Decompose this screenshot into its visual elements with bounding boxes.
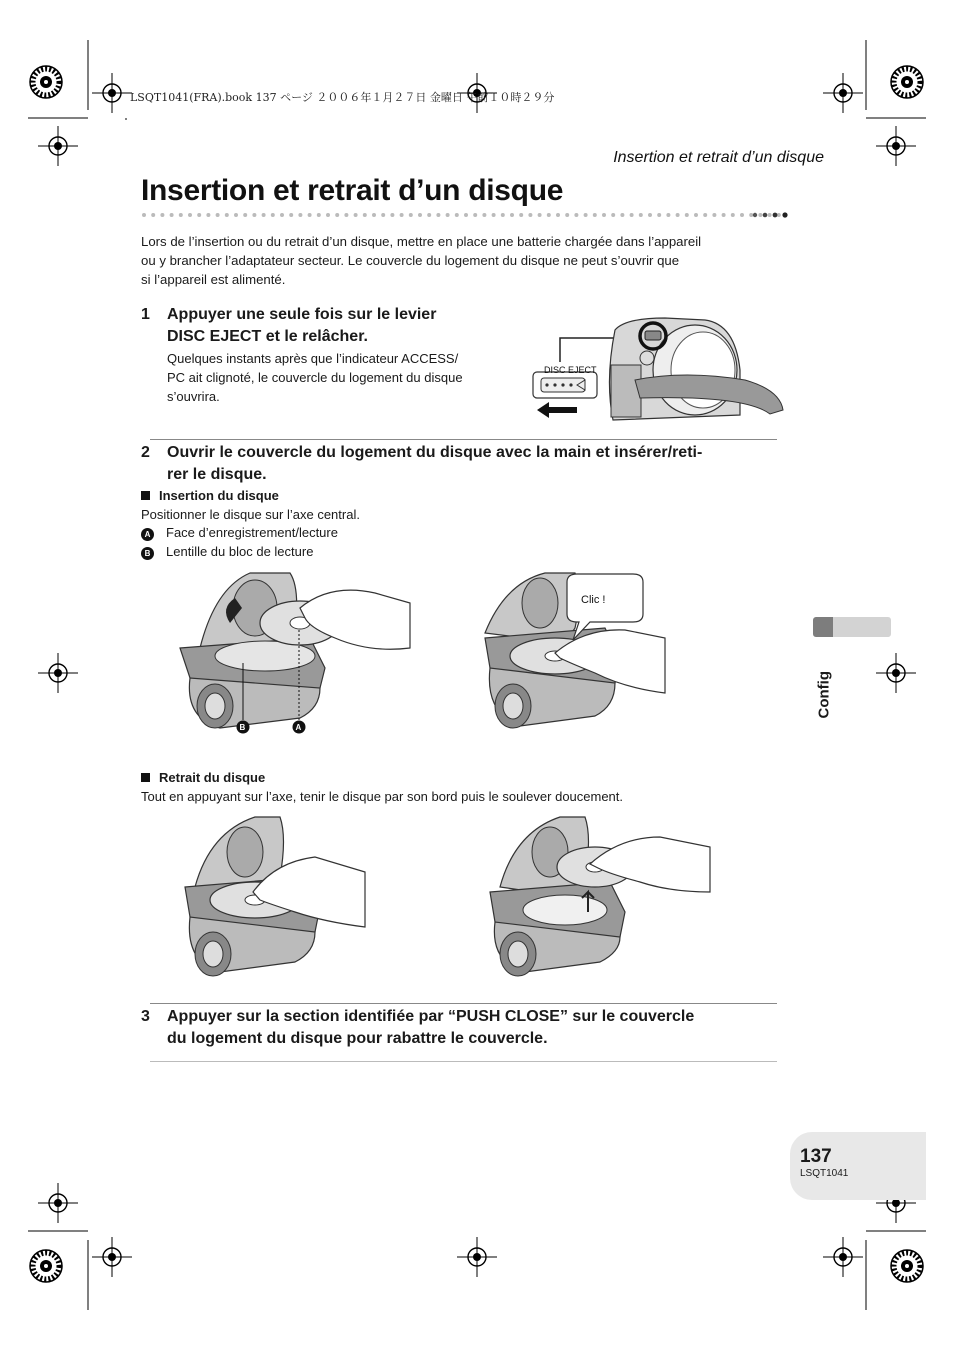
removal-subheading: [141, 770, 265, 785]
step-3-heading-line: du logement du disque pour rabattre le couvercle.: [167, 1030, 548, 1047]
camera-disc-eject-illustration: [515, 310, 790, 425]
divider: [150, 1003, 777, 1004]
callout-a-label: A: [295, 723, 302, 732]
square-bullet-icon: [141, 491, 150, 500]
divider: [150, 439, 777, 440]
step-3-number: 3: [141, 1008, 150, 1025]
legend-item-b: [141, 544, 313, 560]
insertion-subheading-text: Insertion du disque: [159, 488, 279, 503]
insertion-subheading: [141, 488, 279, 503]
click-callout-text: Clic !: [581, 594, 606, 606]
badge-a-icon: A: [141, 528, 154, 541]
intro-line: si l’appareil est alimenté.: [141, 272, 286, 287]
step-3-heading-line: Appuyer sur la section identifiée par “PUSH CLOSE” sur le couvercle: [167, 1008, 695, 1025]
insert-disc-illustration-2: [465, 568, 675, 738]
step-1-heading-line: Appuyer une seule fois sur le levier: [167, 306, 437, 323]
disc-eject-label: DISC EJECT: [544, 365, 597, 375]
insert-disc-illustration-1: [160, 568, 420, 738]
step-3-heading: [167, 1006, 694, 1050]
section-tab: [833, 617, 891, 637]
section-label: Config: [815, 671, 833, 719]
page-number: 137: [800, 1146, 832, 1167]
removal-subheading-text: Retrait du disque: [159, 770, 266, 785]
step-2-number: 2: [141, 444, 150, 461]
intro-paragraph: [141, 232, 781, 289]
arrow-left-icon: [537, 402, 577, 418]
intro-line: ou y brancher l’adaptateur secteur. Le couvercle du logement du disque ne peut s’ouvrir que: [141, 253, 680, 268]
step-2-heading: [167, 442, 702, 486]
step-1-description: [167, 349, 463, 406]
step-1-number: 1: [141, 306, 150, 323]
callout-b-label: B: [239, 723, 246, 732]
running-head: Insertion et retrait d’un disque: [613, 149, 824, 166]
legend-text: Face d’enregistrement/lecture: [166, 525, 338, 540]
step-1-heading: [167, 304, 436, 348]
step-2-heading-line: Ouvrir le couvercle du logement du disque avec la main et insérer/reti-: [167, 444, 703, 461]
removal-text: Tout en appuyant sur l’axe, tenir le disque par son bord puis le soulever doucement.: [141, 789, 624, 804]
square-bullet-icon: [141, 773, 150, 782]
intro-line: Lors de l’insertion ou du retrait d’un disque, mettre en place une batterie chargée dans l’appareil: [141, 234, 702, 249]
insertion-text: Positionner le disque sur l’axe central.: [141, 507, 360, 522]
step-1-heading-line: DISC EJECT et le relâcher.: [167, 328, 368, 345]
step-1-desc-line: s’ouvrira.: [167, 389, 220, 404]
step-1-desc-line: PC ait clignoté, le couvercle du logement du disque: [167, 370, 463, 385]
section-tab-marker: [813, 617, 833, 637]
page-title: Insertion et retrait d’un disque: [141, 174, 564, 207]
remove-disc-illustration-1: [165, 812, 375, 982]
document-code: LSQT1041: [800, 1168, 849, 1179]
divider: [150, 1061, 777, 1062]
legend-text: Lentille du bloc de lecture: [166, 544, 314, 559]
step-2-heading-line: rer le disque.: [167, 466, 267, 483]
remove-disc-illustration-2: [470, 812, 715, 982]
step-1-desc-line: Quelques instants après que l’indicateur ACCESS/: [167, 351, 459, 366]
title-dotted-rule: [141, 211, 791, 219]
file-info-line: LSQT1041(FRA).book 137 ページ ２００６年１月２７日 金曜日 午前１０時２９分: [130, 91, 555, 104]
badge-b-icon: B: [141, 547, 154, 560]
legend-item-a: [141, 525, 338, 541]
